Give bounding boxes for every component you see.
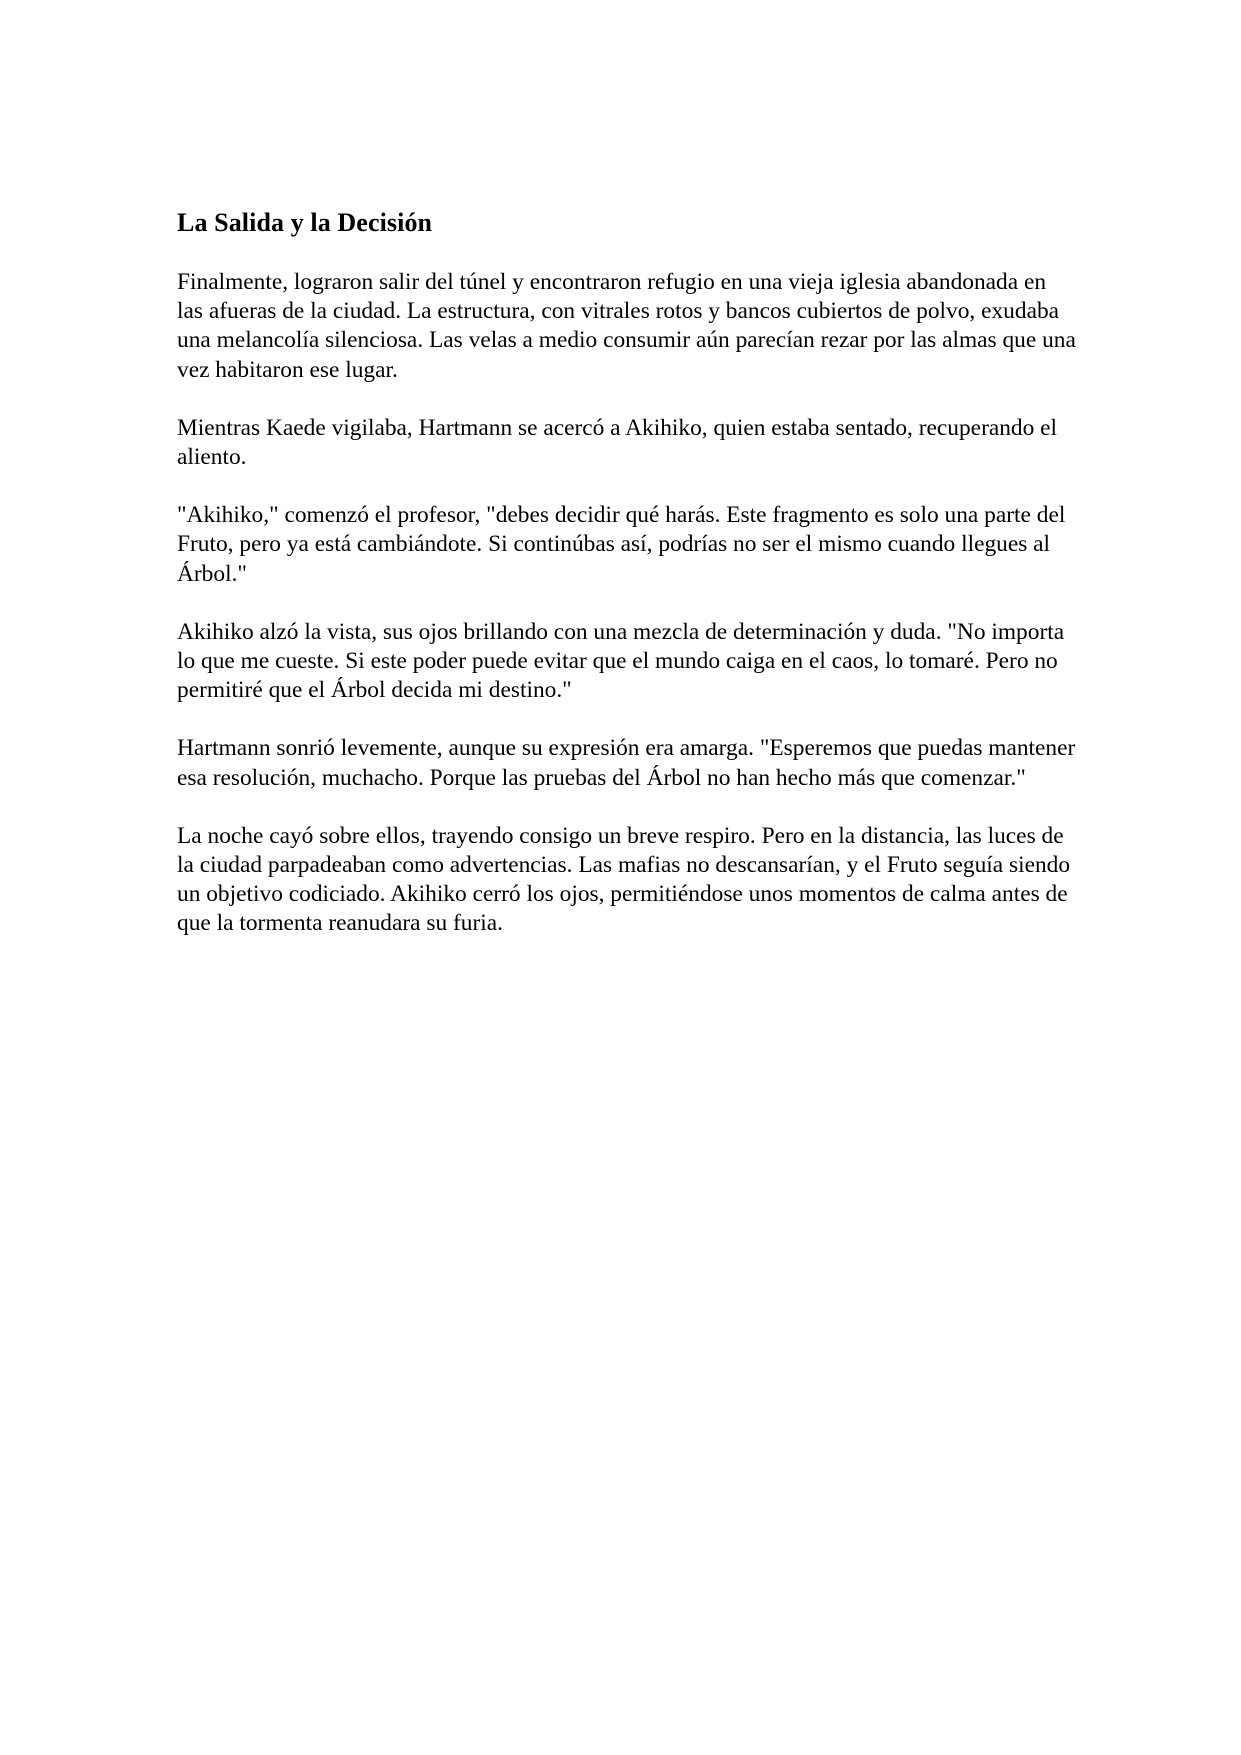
page-content [177,208,1077,939]
paragraph: Hartmann sonrió levemente, aunque su expresión era amarga. "Esperemos que puedas mantener esa resolución, muchacho. Porque las pruebas del Árbol no han hecho más que comenzar." [177,735,1076,791]
paragraph: "Akihiko," comenzó el profesor, "debes decidir qué harás. Este fragmento es solo una parte del Fruto, pero ya está cambiándote. Si continúbas así, podrías no ser el mismo cuando llegues al Árbol." [177,502,1066,587]
paragraph: La noche cayó sobre ellos, trayendo consigo un breve respiro. Pero en la distancia, las luces de la ciudad parpadeaban como advertencias. Las mafias no descansarían, y el Fruto seguía siendo un objetivo codiciado. Akihiko cerró los ojos, permitiéndose unos momentos de calma antes de que la tormenta reanudara su furia. [177,822,1071,937]
paragraph: Finalmente, lograron salir del túnel y encontraron refugio en una vieja iglesia abandonada en las afueras de la ciudad. La estructura, con vitrales rotos y bancos cubiertos de polvo, exudaba una melancolía silenciosa. Las velas a medio consumir aún parecían rezar por las almas que una vez habitaron ese lugar. [177,269,1076,383]
chapter-title: La Salida y la Decisión [177,208,433,237]
paragraph: Akihiko alzó la vista, sus ojos brillando con una mezcla de determinación y duda. "No importa lo que me cueste. Si este poder puede evitar que el mundo caiga en el caos, lo tomaré. Pero no permitiré que el Árbol decida mi destino." [177,618,1065,704]
paragraph: Mientras Kaede vigilaba, Hartmann se acercó a Akihiko, quien estaba sentado, recuperando el aliento. [177,414,1058,471]
